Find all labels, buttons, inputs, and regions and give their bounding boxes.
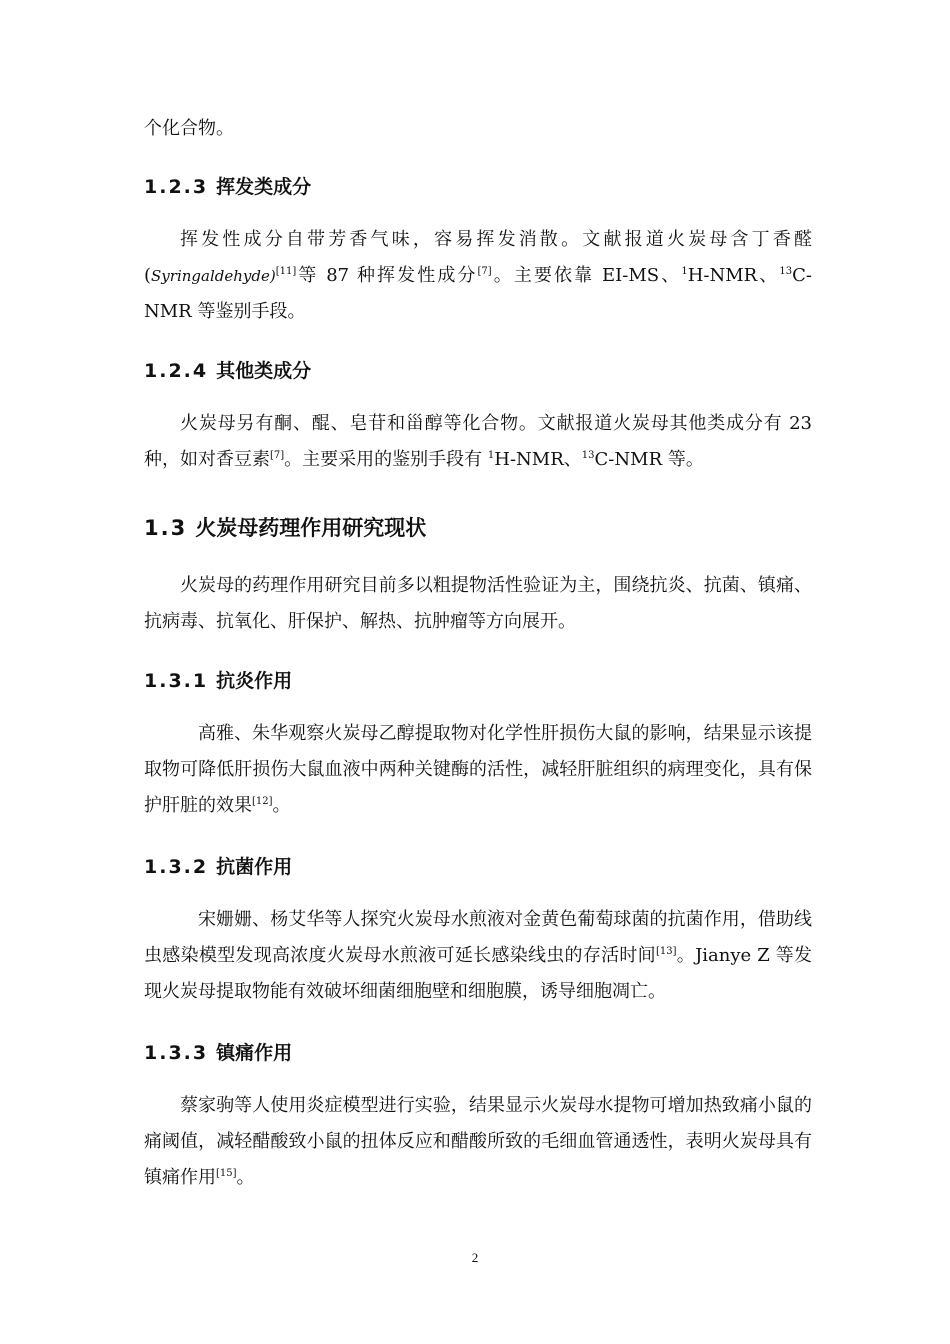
text-run: ( [144, 265, 152, 286]
isotope-superscript: 13 [779, 266, 793, 277]
text-run: 。主要采用的鉴别手段有 [284, 449, 488, 470]
paragraph-other-components [144, 406, 812, 478]
section-number: 1.2.3 [144, 176, 209, 198]
section-number: 1.3.1 [144, 670, 209, 692]
heading-1-2-3 [144, 172, 311, 199]
paragraph-intro-end: 个化合物。 [144, 118, 234, 139]
section-number: 1.3 [144, 516, 188, 540]
heading-1-2-4 [144, 356, 311, 383]
text-run: 等 87 种挥发性成分 [296, 265, 478, 286]
text-run: C-NMR 等鉴别手段。 [144, 265, 812, 322]
text-run: 蔡家驹等人使用炎症模型进行实验，结果显示火炭母水提物可增加热致痛小鼠的痛阈值，减轻醋酸致小鼠的扭体反应和醋酸所致的毛细血管通透性，表明火炭母具有镇痛作用 [144, 1095, 812, 1188]
section-title: 抗菌作用 [216, 856, 293, 878]
citation-ref: [7] [477, 266, 492, 277]
section-title: 镇痛作用 [216, 1042, 293, 1064]
section-title: 火炭母药理作用研究现状 [195, 516, 427, 540]
latin-name: Syringaldehyde) [151, 267, 276, 285]
heading-1-3-1 [144, 666, 292, 693]
text-run: 。 [236, 1167, 255, 1188]
isotope-superscript: 13 [581, 450, 595, 461]
text-run: H-NMR、 [494, 449, 582, 470]
paragraph-antibacterial [144, 902, 812, 1010]
section-title: 抗炎作用 [216, 670, 293, 692]
paragraph-analgesic [144, 1088, 812, 1196]
paragraph-volatile-components [144, 222, 812, 330]
citation-ref: [11] [275, 266, 297, 277]
paragraph-pharmacology-overview: 火炭母的药理作用研究目前多以粗提物活性验证为主，围绕抗炎、抗菌、镇痛、抗病毒、抗氧化、肝保护、解热、抗肿瘤等方向展开。 [144, 575, 812, 632]
citation-ref: [7] [270, 450, 285, 461]
text-run: 。 [272, 795, 291, 816]
citation-ref: [15] [216, 1168, 237, 1179]
page-number: 2 [471, 1250, 479, 1265]
text-run: 宋姗姗、杨艾华等人探究火炭母水煎液对金黄色葡萄球菌的抗菌作用，借助线虫感染模型发现高浓度火炭母水煎液可延长感染线虫的存活时间 [144, 909, 812, 966]
text-run: H-NMR、 [687, 265, 780, 286]
citation-ref: [13] [655, 946, 677, 957]
citation-ref: [12] [252, 796, 273, 807]
isotope-superscript: 1 [681, 266, 688, 277]
heading-1-3-2 [144, 852, 292, 879]
section-number: 1.3.3 [144, 1042, 209, 1064]
isotope-superscript: 1 [487, 450, 495, 461]
section-number: 1.3.2 [144, 856, 209, 878]
text-run: C-NMR 等。 [594, 449, 704, 470]
text-run: 。主要依靠 EI-MS、 [491, 265, 682, 286]
section-title: 其他类成分 [216, 360, 312, 382]
section-title: 挥发类成分 [216, 176, 312, 198]
text-run: 挥发性成分自带芳香气味，容易挥发消散。文献报道火炭母含丁香醛 [180, 229, 812, 250]
text-run: 。Jianye Z 等发现火炭母提取物能有效破坏细菌细胞壁和细胞膜，诱导细胞凋亡。 [144, 945, 812, 1002]
heading-1-3-3 [144, 1038, 292, 1065]
heading-1-3 [144, 512, 426, 542]
text-run: 高雅、朱华观察火炭母乙醇提取物对化学性肝损伤大鼠的影响，结果显示该提取物可降低肝损伤大鼠血液中两种关键酶的活性，减轻肝脏组织的病理变化，具有保护肝脏的效果 [144, 723, 812, 816]
text-run: 火炭母另有酮、醌、皂苷和甾醇等化合物。文献报道火炭母其他类成分有 23 种，如对香豆素 [144, 413, 812, 470]
paragraph-anti-inflammatory [144, 716, 812, 824]
section-number: 1.2.4 [144, 360, 209, 382]
